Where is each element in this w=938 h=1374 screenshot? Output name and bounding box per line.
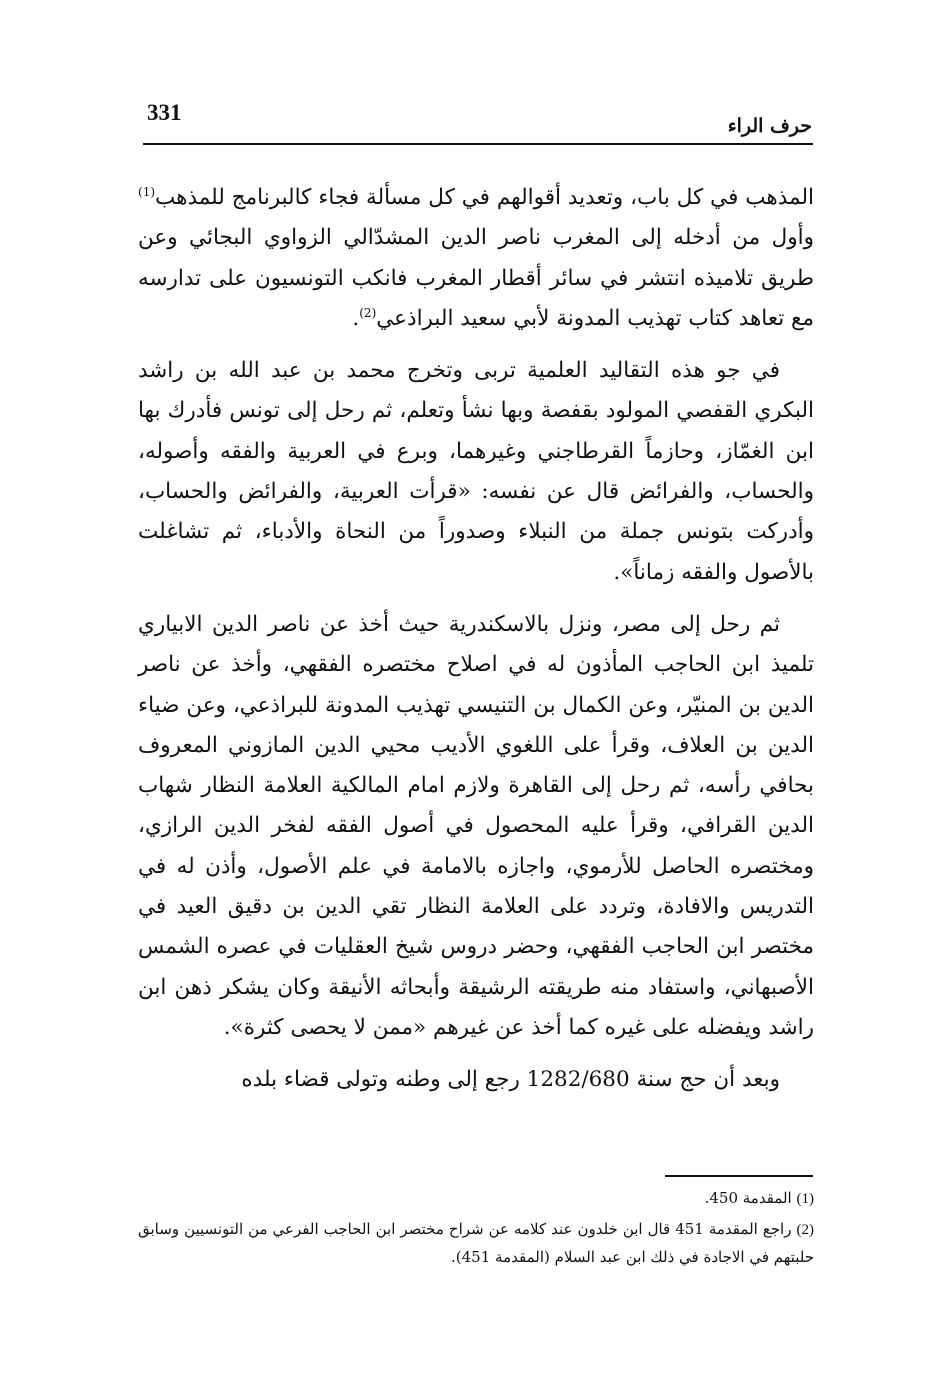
footnotes	[138, 1185, 814, 1274]
paragraph-1-text-b: وأول من أدخله إلى المغرب ناصر الدين المشدّالي الزواوي البجائي وعن طريق تلاميذه انتشر في سائر أقطار المغرب فانكب التونسيون على تدارسه مع تعاهد كتاب تهذيب المدونة لأبي سعيد البراذعي	[138, 225, 814, 331]
footnote-2-text: راجع المقدمة 451 قال ابن خلدون عند كلامه عن شراح مختصر ابن الحاجب الفرعي من التونسيين وسابق حلبتهم في الاجادة في ذلك ابن عبد السلام (المقدمة 451).	[138, 1220, 814, 1266]
paragraph-1	[138, 178, 814, 339]
paragraph-2: في جو هذه التقاليد العلمية تربى وتخرج محمد بن عبد الله بن راشد البكري القفصي المولود بقفصة وبها نشأ وتعلم، ثم رحل إلى تونس فأدرك بها ابن الغمّاز، وحازماً القرطاجني وغيرهما، وبرع في العربية والفقه وأصوله، والحساب، والفرائض قال عن نفسه: «قرأت العربية، والفرائض والحساب، وأدركت بتونس جملة من النبلاء وصدوراً من النحاة والأدباء، ثم تشاغلت بالأصول والفقه زماناً».	[138, 358, 814, 585]
footnote-ref-2: (2)	[359, 305, 377, 320]
page-number: 331	[147, 100, 182, 125]
footnote-1	[138, 1185, 814, 1213]
header-rule	[143, 143, 813, 145]
footnote-ref-1: (1)	[138, 184, 156, 199]
body-text	[138, 178, 814, 1113]
footnote-2-number: (2)	[796, 1222, 814, 1238]
paragraph-1-text-a: المذهب في كل باب، وتعديد أقوالهم في كل مسألة فجاء كالبرنامج للمذهب	[155, 185, 814, 210]
footnote-1-number: (1)	[796, 1191, 814, 1207]
paragraph-1-text-c: .	[352, 305, 360, 331]
paragraph-4: وبعد أن حج سنة 1282/680 رجع إلى وطنه وتولى قضاء بلده	[241, 1067, 780, 1093]
footnote-1-text: المقدمة 450.	[704, 1189, 792, 1207]
footnote-rule	[665, 1175, 813, 1177]
footnote-2	[138, 1216, 814, 1271]
running-head: حرف الراء	[727, 115, 812, 137]
paragraph-3: ثم رحل إلى مصر، ونزل بالاسكندرية حيث أخذ عن ناصر الدين الابياري تلميذ ابن الحاجب المأذون له في اصلاح مختصره الفقهي، وأخذ عن ناصر الدين بن المنيّر، وعن الكمال بن التنيسي تهذيب المدونة للبراذعي، وعن ضياء الدين بن العلاف، وقرأ على اللغوي الأديب محيي الدين المازوني المعروف بحافي رأسه، ثم رحل إلى القاهرة ولازم امام المالكية العلامة النظار شهاب الدين القرافي، وقرأ عليه المحصول في أصول الفقه لفخر الدين الرازي، ومختصره الحاصل للأرموي، واجازه بالامامة في علم الأصول، وأذن له في التدريس والافادة، وتردد على العلامة النظار تقي الدين بن دقيق العيد في مختصر ابن الحاجب الفقهي، وحضر دروس شيخ العقليات في عصره الشمس الأصبهاني، واستفاد منه طريقته الرشيقة وأبحاثه الأنيقة وكان يشكر ذهن ابن راشد ويفضله على غيره كما أخذ عن غيرهم «ممن لا يحصى كثرة».	[138, 611, 814, 1040]
